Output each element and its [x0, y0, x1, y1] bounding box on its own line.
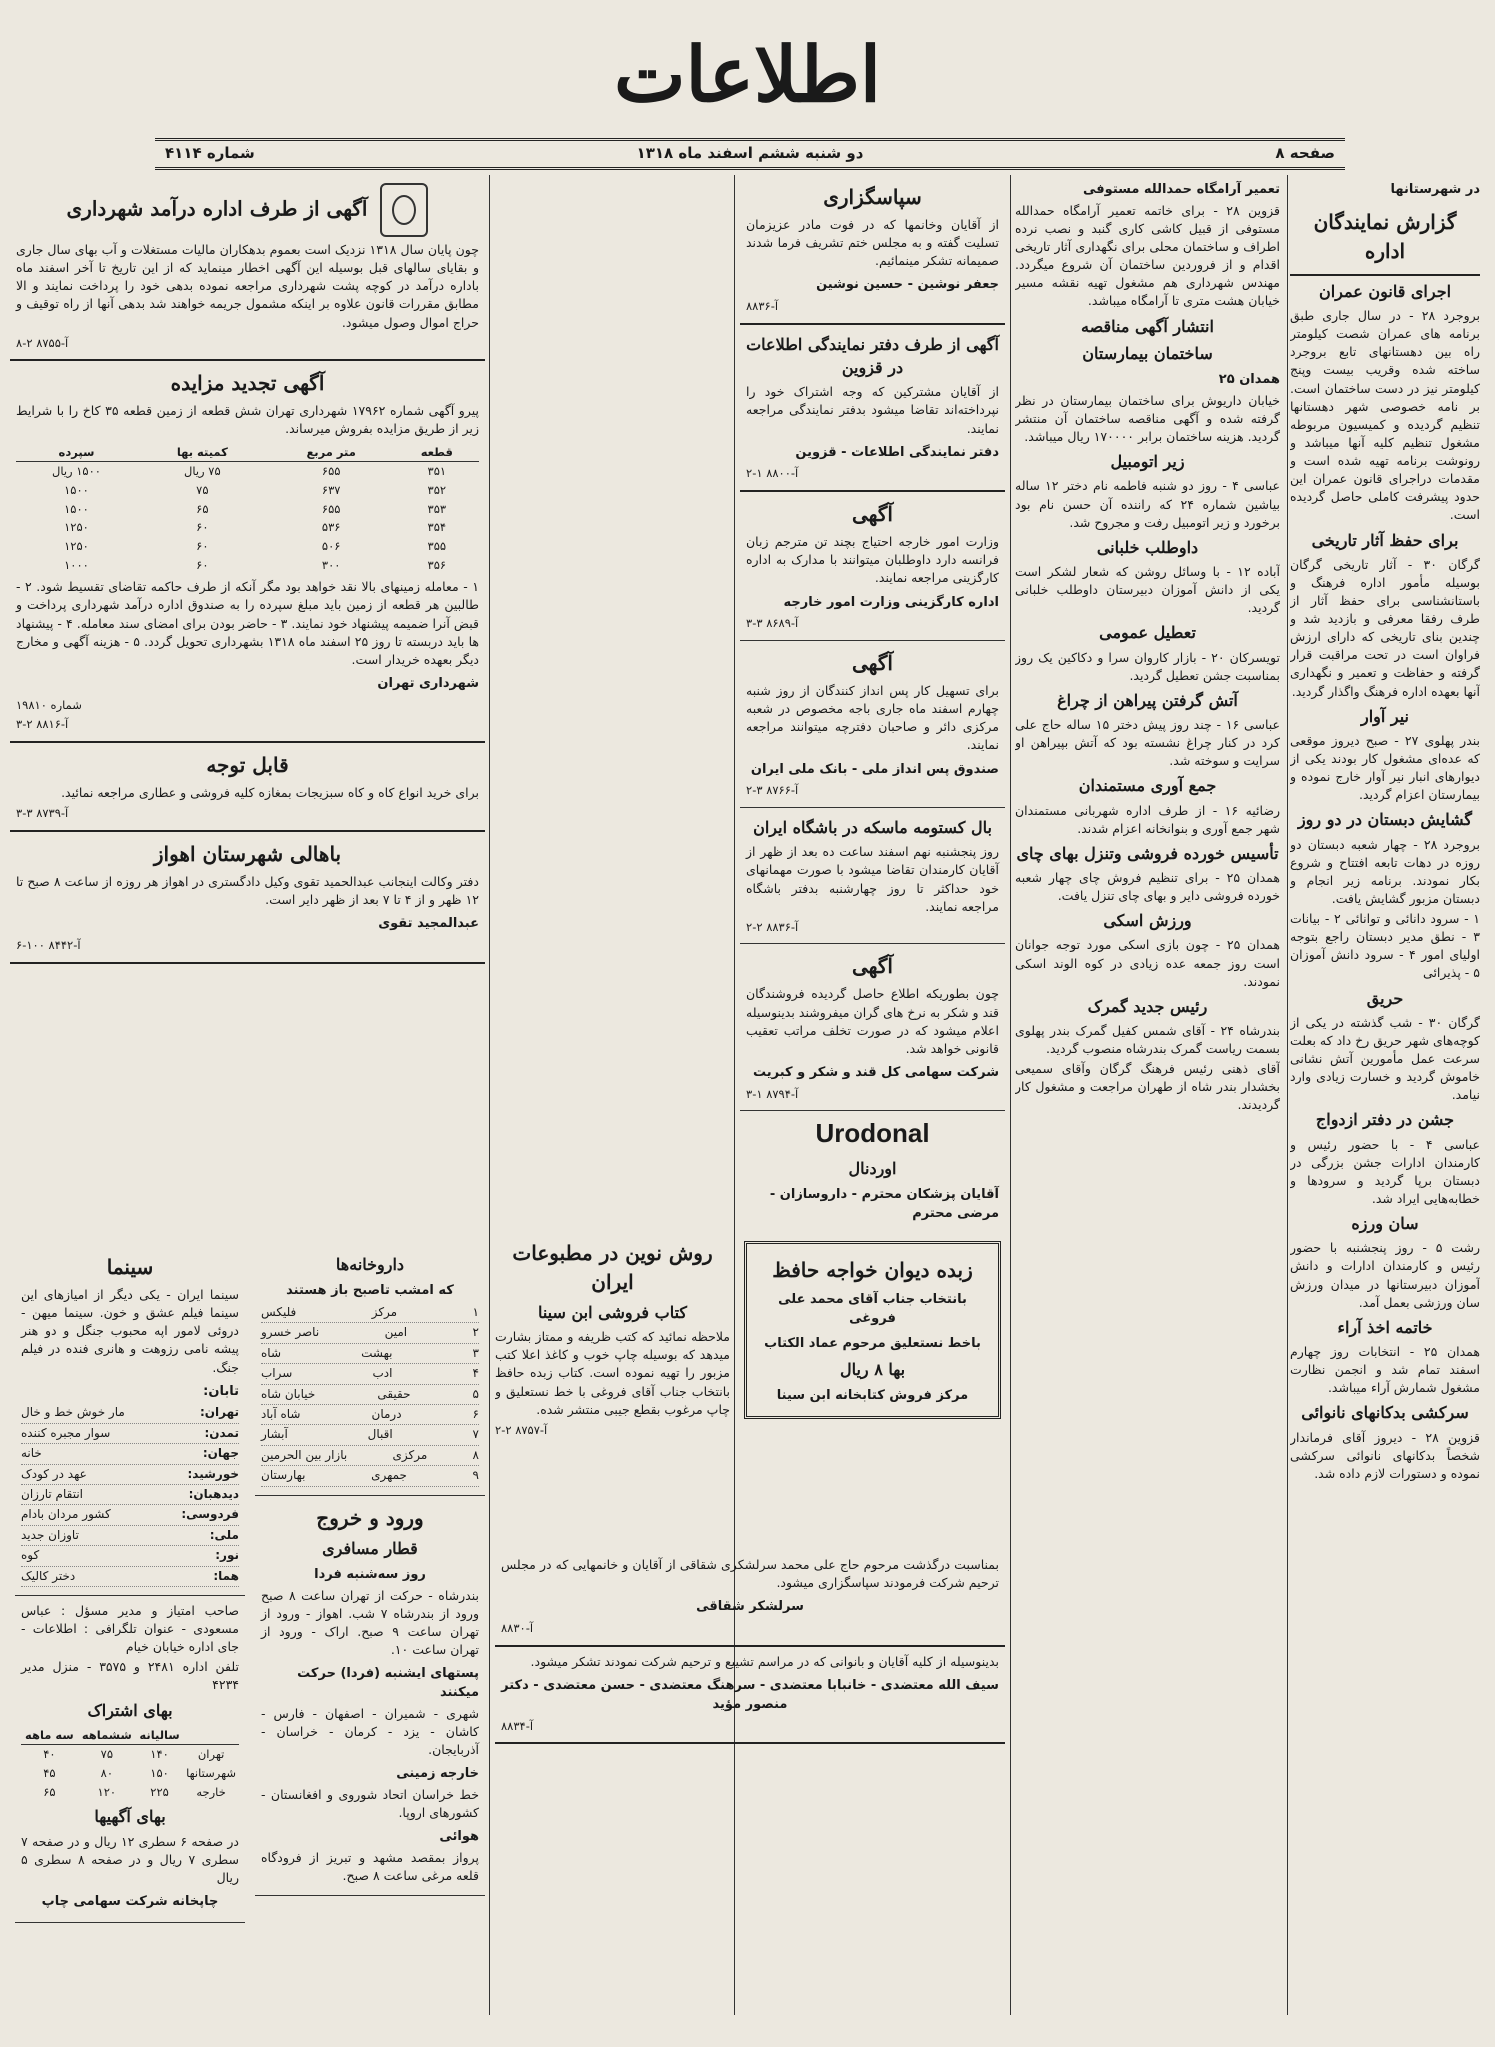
notices-bottom	[495, 1550, 1005, 2010]
list-index: ۵	[472, 1386, 479, 1401]
news-text: همدان ۲۵ - انتخابات روز چهارم اسفند تمام شد و انجمن نظارت مشغول شمارش آراء میباشد.	[1290, 1343, 1480, 1396]
list-location: فلیکس	[261, 1305, 297, 1320]
news-title: تعمیر آرامگاه حمدالله مستوفی	[1083, 182, 1280, 197]
table-row	[21, 1783, 239, 1802]
ad-number: شماره ۱۹۸۱۰	[16, 697, 82, 712]
subscription-table	[21, 1726, 239, 1802]
notice-sign: سرلشکر شقاقی	[696, 1599, 804, 1615]
list-item	[21, 1526, 239, 1546]
table-row	[21, 1764, 239, 1783]
table-cell: ۱۵۰	[150, 1766, 169, 1781]
masthead	[0, 20, 1495, 130]
table-row	[16, 556, 479, 575]
ad-ref: آ-۸۴۴۲ ۱۰۰-۶	[16, 937, 81, 952]
section-title: ورود و خروج	[316, 1505, 424, 1530]
column-rule	[1010, 175, 1011, 2015]
list-index: ۲	[472, 1325, 479, 1340]
news-title: گشایش دبستان در دو روز	[1297, 810, 1473, 830]
news-title: سان ورزه	[1351, 1214, 1419, 1234]
news-title: نیر آوار	[1360, 706, 1410, 726]
film-title: خانه	[21, 1446, 42, 1461]
theater-name: دیدهبان:	[188, 1487, 239, 1502]
table-cell: شهرستانها	[186, 1766, 237, 1781]
ad-sign: اداره کارگزینی وزارت امور خارجه	[783, 594, 999, 610]
news-text: آقای ذهنی رئیس فرهنگ گرگان وآقای سمیعی بخشدار بندر شاه از طهران مراجعت و مشغول کار گردیدند.	[1015, 1061, 1280, 1113]
news-text: قزوین ۲۸ - برای خاتمه تعمیر آرامگاه حمدالله مستوفی از قبیل کاشی کاری گنبد و نصب نرده اطراف و ساختمان محلی برای نگهداری آثار تاریخی اقدام و از فروردین ساختمان آن شروع میگردد. مهندس شهرداری هم مشغول تهیه نقشه مسیر خیابان هشت متری تا آرامگاه میباشد.	[1015, 202, 1280, 309]
list-location: سراب	[261, 1366, 293, 1381]
ad-text: چون پایان سال ۱۳۱۸ نزدیک است بعموم بدهکاران مالیات مستغلات و آب بهای سال جاری و بقایای سالهای قبل بوسیله این آگهی اخطار مینماید که از این تاریخ تا آخر اسفند ماه باداره درآمد در کوچه پشت شهرداری مراجعه نموده بدهی خود را پرداخت نمایند و الا مطابق مقررات قانون علاوه بر اینکه مشمول جریمه خواهند شد بدهی آنها از راه توقیف و حراج اموال وصول میشود.	[16, 242, 479, 330]
table-cell: ۱۰۰۰	[64, 557, 89, 572]
table-row	[16, 518, 479, 537]
list-index: ۴	[472, 1366, 479, 1381]
ad-text: ۱ - معامله زمینهای بالا نقد خواهد بود مگر آنکه از طرف حاکمه تقاضای تقسیط شود. ۲ - طالبین هر قطعه از زمین باید مبلغ سپرده را به صندوق اداره درآمد شهرداری پرداخت و قبض آنرا ضمیمه پیشنهاد خود نمایند. ۳ - حاضر بودن برای امضای سند معامله. ۴ - پیشنهاد ها باید دربسته تا روز ۲۵ اسفند ماه ۱۳۱۸ بشهرداری تحویل گردد. ۵ - هزینه آگهی و مخارج دیگر بعهده خریدار است.	[16, 579, 479, 667]
list-name: بهشت	[361, 1345, 393, 1360]
table-row	[21, 1745, 239, 1764]
list-item	[21, 1505, 239, 1525]
news-title: سرکشی بدکانهای نانوائی	[1301, 1403, 1469, 1423]
notice-head: انتشار آگهی مناقصه	[1081, 316, 1214, 336]
list-item	[261, 1466, 479, 1486]
table-header: ششماهه	[78, 1726, 136, 1745]
news-text: قزوین ۲۸ - دیروز آقای فرماندار شخصاً بدکانهای نانوائی سرکشی نموده و دستورات لازم داده شد.	[1290, 1429, 1480, 1481]
ad-title: آگهی	[852, 651, 893, 676]
film-title: انتقام تارزان	[21, 1487, 83, 1502]
section-text: بندرشاه - حرکت از تهران ساعت ۸ صبح ورود از بندرشاه ۷ شب. اهواز - ورود از تهران ساعت ۹ صبح. اراک - ورود از تهران ساعت ۱۰.	[261, 1587, 479, 1657]
table-cell: ۱۵۰۰ ریال	[51, 464, 101, 479]
ad-ref: آ-۸۷۵۵ ۲-۸	[16, 335, 69, 350]
table-cell: ۶۵	[43, 1784, 56, 1799]
book-seller: مرکز فروش کتابخانه ابن سینا	[776, 1387, 969, 1403]
list-item	[261, 1323, 479, 1343]
theater-name: ملی:	[209, 1527, 239, 1542]
list-index: ۷	[472, 1427, 479, 1442]
notice-text: بمناسبت درگذشت مرحوم حاج علی محمد سرلشکری شقاقی از آقایان و خانمهایی که در مجلس ترحیم شرکت فرمودند سپاسگزاری میشود.	[501, 1557, 999, 1591]
news-text: بندر پهلوی ۲۷ - صبح دیروز موقعی که عده‌ای مشغول کار بودند یکی از دیوارهای انبار نیر آوار خارج نموده و بیمارستان اعزام گردید.	[1290, 732, 1480, 803]
notice-sign: سیف الله معتضدی - خانبابا معتضدی - سرهنگ معتضدی - حسن معتضدی - دکتر منصور مؤید	[501, 1677, 999, 1712]
table-cell: ۶۵۵	[321, 464, 341, 479]
list-index: ۱	[472, 1305, 479, 1320]
ad-sign: صندوق پس انداز ملی - بانک ملی ایران	[750, 761, 999, 777]
ad-text: برای تسهیل کار پس انداز کنندگان از روز شنبه چهارم اسفند ماه جاری باجه مخصوص در شعبه مرکزی دائر و صاحبان دفترچه میتوانند مراجعه نمایند.	[746, 683, 999, 753]
section-text: سینما ایران - یکی دیگر از امیازهای این سینما فیلم عشق و خون. سینما میهن - دروئی لامور اپه محبوب جنگل و دو هنر پیشه نامی رزوهت و هانری فنده در فیلم جنگ.	[21, 1287, 239, 1375]
news-title: حریق	[1366, 988, 1404, 1008]
section-title: بهای اشتراک	[87, 1700, 173, 1720]
section-subtitle: پستهای ایشنبه (فردا) حرکت میکنند	[297, 1666, 479, 1700]
ad-ref: آ-۸۷۳۹ ۳-۳	[16, 806, 69, 821]
section-subtitle: که امشب تاصبح باز هستند	[286, 1283, 454, 1299]
book-calligraphy: باخط نستعلیق مرحوم عماد الکتاب	[764, 1335, 981, 1351]
book-title: زبده دیوان خواجه حافظ	[772, 1258, 973, 1282]
table-cell: ۳۵۲	[427, 482, 447, 497]
list-item	[21, 1546, 239, 1566]
column-ads	[740, 175, 1005, 1225]
table-row	[16, 500, 479, 519]
table-cell: ۸۰	[100, 1766, 113, 1781]
column-pharmacy-travel	[255, 1245, 485, 2015]
list-item	[261, 1364, 479, 1384]
ad-ref: آ-۸۶۸۹ ۳-۳	[746, 616, 799, 631]
column-provinces	[1290, 175, 1480, 2015]
book-editor: بانتخاب جناب آقای محمد علی فروغی	[778, 1292, 967, 1326]
list-location: شاه	[261, 1345, 281, 1360]
list-item	[261, 1344, 479, 1364]
issue-number: شماره ۴۱۱۴	[165, 144, 255, 162]
list-index: ۶	[472, 1406, 479, 1421]
list-location: ناصر خسرو	[261, 1325, 320, 1340]
table-cell: ۳۵۴	[427, 520, 447, 535]
thanks-text: از آقایان وخانمها که در فوت مادر عزیزمان تسلیت گفته و به مجلس ختم تشریف فرما شدند صمیمانه تشکر مینمائیم.	[746, 217, 999, 269]
table-cell: ۶۳۷	[321, 482, 341, 497]
table-cell: ۵۳۶	[321, 520, 341, 535]
ad-title: آگهی	[852, 502, 893, 527]
list-name: اقبال	[367, 1427, 393, 1442]
column-municipal	[10, 175, 485, 1240]
news-title: برای حفظ آثار تاریخی	[1311, 530, 1459, 550]
table-header: سالیانه	[136, 1726, 183, 1745]
news-text: عباسی ۴ - با حضور رئیس و کارمندان ادارات جشن بزرگی در دبستان برپا گردید و سرودها و خطابه‌هایی ایراد شد.	[1290, 1136, 1480, 1206]
store-name: کتاب فروشی ابن سینا	[537, 1303, 688, 1322]
newspaper-title: اطلاعات	[613, 30, 881, 119]
news-text: عباسی ۴ - روز دو شنبه فاطمه نام دختر ۱۲ ساله بیاشین شماره ۲۴ که راننده آن حسن نام بود برخورد و زیر اتومبیل رفت و مجروح شد.	[1015, 478, 1280, 530]
column-rule	[1287, 175, 1288, 2015]
imprint-text: صاحب امتیاز و مدیر مسؤل : عباس مسعودی - عنوان تلگرافی : اطلاعات - جای اداره خیابان خیام	[21, 1602, 239, 1655]
list-name: درمان	[371, 1406, 402, 1421]
news-title: داوطلب خلبانی	[1096, 537, 1199, 557]
news-text: آباده ۱۲ - با وسائل روشن که شعار لشکر است یکی از دانش آموزان دبیرستان داوطلب خلبانی گردید.	[1015, 563, 1280, 616]
list-name: مرکز	[371, 1305, 398, 1320]
news-title: تعطیل عمومی	[1099, 623, 1196, 643]
table-row	[16, 462, 479, 481]
theater-name: خورشید:	[187, 1466, 239, 1481]
section-date: روز سه‌شنبه فردا	[314, 1566, 426, 1582]
column-ads-2	[495, 175, 730, 1225]
emblem-icon	[380, 183, 428, 237]
news-text: همدان ۲۵ - چون بازی اسکی مورد توجه جوانان است روز جمعه عده زیادی در کوه الوند اسکی نمودند.	[1015, 937, 1280, 989]
section-subtitle: هوائی	[439, 1829, 479, 1845]
table-cell: ۲۲۵	[150, 1784, 169, 1799]
film-title: کوه	[21, 1548, 40, 1563]
ad-title: آگهی تجدید مزایده	[170, 371, 325, 396]
ad-title: اوردنال	[848, 1159, 897, 1179]
theater-name: جهان:	[202, 1446, 239, 1461]
column-cinema-imprint	[15, 1245, 245, 2015]
issue-date: دو شنبه ششم اسفند ماه ۱۳۱۸	[636, 144, 864, 162]
table-cell: ۷۵ ریال	[184, 464, 221, 479]
table-cell: ۱۲۰	[97, 1784, 117, 1799]
table-row	[21, 1726, 239, 1745]
ad-text: برای خرید انواع کاه و کاه سبزیجات بمغازه کلیه فروشی و عطاری مراجعه نمائید.	[61, 785, 479, 801]
notice-text: بدینوسیله از کلیه آقایان و بانوانی که در مراسم تشییع و ترحیم شرکت نمودند تشکر میشود.	[530, 1653, 999, 1669]
news-text: خیابان داریوش برای ساختمان بیمارستان در نظر گرفته شده و آگهی مناقصه ساختمان آن منتشر گردید. هزینه ساختمان برابر ۱۷۰۰۰۰ ریال میباشد.	[1015, 392, 1280, 445]
table-cell: ۳۵۳	[427, 501, 447, 516]
table-header: سه ماهه	[21, 1726, 78, 1745]
hafez-ad	[740, 1235, 1005, 1545]
imprint-phones: تلفن اداره ۲۴۸۱ و ۳۵۷۵ - منزل مدیر ۴۲۳۴	[21, 1659, 239, 1693]
table-cell: ۱۲۵۰	[64, 520, 89, 535]
list-location: بهارستان	[261, 1468, 306, 1483]
news-title: زیر اتومبیل	[1110, 452, 1185, 472]
film-title: کشور مردان بادام	[21, 1507, 111, 1522]
ad-title: قابل توجه	[206, 753, 289, 778]
news-title: همدان ۲۵	[1218, 371, 1280, 387]
list-item	[261, 1385, 479, 1405]
table-cell: ۳۵۵	[427, 538, 447, 553]
section-text: پرواز بمقصد مشهد و تبریز از فرودگاه قلعه مرغی ساعت ۸ صبح.	[261, 1850, 479, 1884]
section-title: سینما	[106, 1255, 154, 1279]
list-location: خیابان شاه	[261, 1386, 316, 1401]
column-news-2	[1015, 175, 1280, 2015]
column-headline: گزارش نمایندگان اداره	[1290, 204, 1480, 276]
thanks-title: سپاسگزاری	[823, 185, 922, 209]
list-name: حقیقی	[377, 1386, 411, 1401]
ad-subtitle: آقایان پزشکان محترم - داروسازان - مرضی محترم	[769, 1187, 999, 1222]
list-name: جمهری	[371, 1468, 407, 1483]
notice-title: ساختمان بیمارستان	[1082, 343, 1213, 363]
theater-name: فردوسی:	[181, 1507, 239, 1522]
ad-title	[16, 183, 479, 237]
news-text: گرگان ۳۰ - شب گذشته در یکی از کوچه‌های شهر حریق رخ داد که بعلت سرعت عمل مأمورین آتش نشانی خاموش گردید و خسارت زیادی وارد نیامد.	[1290, 1014, 1480, 1103]
table-cell: ۶۰	[196, 520, 209, 535]
ad-text: پیرو آگهی شماره ۱۷۹۶۲ شهرداری تهران شش قطعه از زمین قطعه ۳۵ کاخ را با شرایط زیر از طریق مزایده بفروش میرساند.	[16, 403, 479, 437]
table-cell: ۵۰۶	[321, 538, 341, 553]
section-subtitle: تابان:	[203, 1383, 239, 1399]
table-cell: ۶۵۵	[321, 501, 341, 516]
table-cell: ۴۰	[43, 1747, 56, 1762]
list-item	[261, 1303, 479, 1323]
news-text: گرگان ۳۰ - آثار تاریخی گرگان بوسیله مأمور اداره فرهنگ و باستانشناسی برای حفظ آثار از طرف رفقا معرفی و بازدید شد و چندین بنای تاریخی که دارای ارزش فراوان است در تحت مراقبت قرار گرفته و حفاظت و تعمیر و نگهداری آنها بعهده اداره فرهنگ واگذار گردید.	[1290, 556, 1480, 699]
table-cell: ۶۰	[196, 557, 209, 572]
list-item	[261, 1446, 479, 1466]
ad-title: بال کستومه ماسکه در باشگاه ایران	[753, 818, 992, 838]
ad-title: آگهی از طرف دفتر نمایندگی اطلاعات در قزوین	[746, 334, 999, 378]
list-item	[261, 1425, 479, 1445]
ad-text: روز پنجشنبه نهم اسفند ساعت ده بعد از ظهر از آقایان کارمندان تقاضا میشود با صورت مهمانهای خود حداکثر تا روز چهارشنبه بدفتر باشگاه مراجعه نمایند.	[746, 844, 999, 914]
table-header: کمیته بها	[137, 443, 268, 462]
ad-ref: آ-۸۸۰۰ ۱-۲	[746, 466, 799, 481]
news-text: رشت ۵ - روز پنجشنبه با حضور رئیس و کارمندان ادارات و دانش آموزان دبیرستانها در میدان ورزش سان ورزشی بعمل آمد.	[1290, 1240, 1480, 1310]
ad-ref: آ-۸۸۳۶ ۲-۲	[746, 919, 799, 934]
news-title: رئیس جدید گمرک	[1087, 996, 1208, 1016]
news-title: ورزش اسکی	[1103, 911, 1192, 931]
list-name: امین	[384, 1325, 408, 1340]
news-text: بروجرد ۲۸ - چهار شعبه دبستان دو روزه در دهات تابعه افتتاح و شروع بکار نمودند. برنامه زیر انجام و دبستان مزبور گشایش یافت.	[1290, 836, 1480, 906]
ad-title: باهالی شهرستان اهواز	[153, 841, 342, 866]
news-title: تأسیس خورده فروشی وتنزل بهای چای	[1016, 843, 1279, 863]
theater-name: هما:	[213, 1568, 239, 1583]
news-title: آتش گرفتن پیراهن از چراغ	[1057, 690, 1238, 710]
news-title: جشن در دفتر ازدواج	[1315, 1110, 1455, 1130]
ad-ref: آ-۸۷۹۴ ۱-۳	[746, 1086, 799, 1101]
news-text: بندرشاه ۲۴ - آقای شمس کفیل گمرک بندر پهلوی بسمت ریاست گمرک بندرشاه منصوب گردید.	[1015, 1022, 1280, 1057]
list-name: مرکزی	[392, 1447, 428, 1462]
list-item	[21, 1485, 239, 1505]
table-cell: ۷۵	[100, 1747, 113, 1762]
auction-table	[16, 443, 479, 575]
ad-title: روش نوین در مطبوعات ایران	[512, 1241, 713, 1294]
table-cell: ۶۰	[196, 538, 209, 553]
page-number: صفحه ۸	[1275, 144, 1335, 162]
ad-sign: دفتر نمایندگی اطلاعات - قزوین	[795, 444, 999, 460]
news-text: عباسی ۱۶ - چند روز پیش دختر ۱۵ ساله حاج علی کرد در کنار چراغ نشسته بود که آتش بپیراهن او سرایت و سوخته شد.	[1015, 716, 1280, 769]
ad-text: ملاحظه نمائید که کتب ظریفه و ممتاز بشارت میدهد که بوسیله چاپ خوب و کاغذ اعلا کتب مزبور را تهیه نموده است. کتاب زبده حافظ بانتخاب جناب آقای فروغی با خط نستعلیق و چاپ مرغوب بقطع جیبی منتشر شده.	[495, 1329, 730, 1417]
ad-title: آگهی	[852, 954, 893, 979]
table-header: متر مربع	[268, 443, 395, 462]
list-index: ۹	[472, 1468, 479, 1483]
table-row	[16, 481, 479, 500]
list-item	[261, 1405, 479, 1425]
film-title: مار خوش خط و خال	[21, 1405, 125, 1420]
list-name: ادب	[372, 1366, 393, 1381]
section-title: بهای آگهیها	[94, 1807, 166, 1827]
ad-ref: آ-۸۸۳۰	[501, 1621, 534, 1636]
list-item	[21, 1567, 239, 1587]
table-cell: ۱۲۵۰	[64, 538, 89, 553]
table-header: سپرده	[16, 443, 137, 462]
brand-latin: Urodonal	[815, 1118, 930, 1149]
list-index: ۸	[472, 1447, 479, 1462]
list-index: ۳	[472, 1345, 479, 1360]
news-text: تویسرکان ۲۰ - بازار کاروان سرا و دکاکین یک روز بمناسبت جشن تعطیل گردید.	[1015, 649, 1280, 683]
imprint-ads: در صفحه ۶ سطری ۱۲ ریال و در صفحه ۷ سطری ۷ ریال و در صفحه ۸ سطری ۵ ریال	[21, 1833, 240, 1885]
section-title: داروخانه‌ها	[335, 1255, 405, 1274]
news-title: خاتمه اخذ آراء	[1337, 1317, 1433, 1337]
table-header: قطعه	[395, 443, 479, 462]
ad-sign: شهرداری تهران	[377, 675, 479, 691]
table-cell: ۱۴۰	[150, 1747, 169, 1762]
list-location: آبشار	[261, 1427, 288, 1442]
table-cell: ۷۵	[196, 482, 209, 497]
table-cell: تهران	[197, 1747, 225, 1762]
ad-ref: آ-۸۷۵۷ ۲-۲	[495, 1422, 548, 1437]
news-text: بروجرد ۲۸ - در سال جاری طبق برنامه های عمران شصت کیلومتر راه بین دهستانهای تابع بروجرد ساخته شده وقریب بیست وپنج کیلومتر نیز در دست ساختمان است. بر نامه خصوصی شهر دهستانها تنظیم گردیده و کمیسیون مربوطه مشغول تنظیم کلیه آنها میباشد و رونوشت برنامه تهیه شده است و مقدمات دراجرای قانون عمران این حدود پیشرفت کاملی حاصل گردیده است.	[1290, 308, 1480, 523]
section-text: شهری - شمیران - اصفهان - فارس - کاشان - یزد - کرمان - خراسان - آذربایجان.	[261, 1705, 479, 1758]
list-item	[21, 1424, 239, 1444]
news-text: رضائیه ۱۶ - از طرف اداره شهربانی مستمندان شهر جمع آوری و بنوانخانه اعزام شدند.	[1015, 802, 1280, 836]
theater-name: نور:	[215, 1548, 239, 1563]
news-text: ۱ - سرود دانائی و توانائی ۲ - بیانات ۳ - نطق مدیر دبستان راجع بتوجه اولیای امور ۴ - سرود دانش آموزان ۵ - پذیرائی	[1290, 911, 1480, 981]
table-row	[16, 537, 479, 556]
list-item	[21, 1465, 239, 1485]
column-rule	[489, 175, 490, 2015]
table-cell: ۱۵۰۰	[64, 482, 89, 497]
theater-name: تمدن:	[204, 1425, 239, 1440]
list-item	[21, 1403, 239, 1423]
section-label: در شهرستانها	[1390, 182, 1480, 197]
film-title: عهد در کودک	[21, 1466, 87, 1481]
list-item	[21, 1444, 239, 1464]
table-cell: ۳۵۱	[427, 464, 447, 479]
ad-sign: شرکت سهامی کل قند و شکر و کبریت	[752, 1064, 999, 1080]
section-text: خط خراسان اتحاد شوروی و افغانستان - کشورهای اروپا.	[261, 1786, 479, 1821]
ad-text: وزارت امور خارجه احتیاج بچند تن مترجم زبان فرانسه دارد داوطلبان میتوانند با مدارک به اداره کارگزینی مراجعه نمایند.	[746, 534, 999, 586]
ad-text: دفتر وکالت اینجانب عبدالحمید تقوی وکیل دادگستری در اهواز هر روزه از ساعت ۸ صبح تا ۱۲ ظهر و از ۴ تا ۷ بعد از ظهر دایر است.	[16, 873, 479, 907]
section-subtitle: قطار مسافری	[322, 1538, 418, 1558]
ad-ref: آ-۸۷۶۶ ۳-۲	[746, 783, 799, 798]
printer-name: چاپخانه شرکت سهامی چاپ	[41, 1894, 219, 1910]
ad-text: چون بطوریکه اطلاع حاصل گردیده فروشندگان قند و شکر به نرخ های گران میفروشند بدینوسیله اعلام میشود که در صورت تخلف مراتب تعقیب قانونی خواهد شد.	[746, 986, 999, 1056]
table-header	[183, 1726, 239, 1745]
table-cell: ۳۵۶	[427, 557, 447, 572]
table-cell: ۴۵	[43, 1766, 56, 1781]
film-title: تاوزان جدید	[21, 1527, 79, 1542]
news-text: همدان ۲۵ - برای تنظیم فروش چای چهار شعبه خورده فروشی دایر و بهای چای تنزل یافت.	[1015, 869, 1280, 904]
thanks-sign: جعفر نوشین - حسین نوشین	[816, 277, 999, 293]
news-title: جمع آوری مستمندان	[1078, 776, 1217, 796]
film-title: دختر کالیک	[21, 1568, 76, 1583]
bookshop-ad	[495, 1235, 730, 1545]
film-title: سوار مجبره کننده	[21, 1425, 111, 1440]
table-cell: خارجه	[196, 1784, 226, 1799]
ad-title-text: آگهی از طرف اداره درآمد شهرداری	[66, 196, 368, 221]
ad-ref: آ-۸۸۱۶ ۲-۳	[16, 717, 69, 732]
news-title: اجرای قانون عمران	[1318, 281, 1452, 301]
ad-ref: آ-۸۸۳۶	[746, 299, 779, 314]
ad-text: از آقایان مشترکین که وجه اشتراک خود را نپرداخته‌اند تقاضا میشود بدفتر نمایندگی مراجعه نمایند.	[746, 384, 999, 436]
list-location: شاه آباد	[261, 1406, 301, 1421]
list-location: بازار بین الحرمین	[261, 1447, 348, 1462]
ad-ref: آ-۸۸۳۴	[501, 1718, 534, 1733]
table-cell: ۶۵	[196, 501, 209, 516]
dateline-bar	[155, 138, 1345, 170]
theater-name: تهران:	[199, 1405, 239, 1420]
ad-sign: عبدالمجید تقوی	[378, 916, 479, 932]
section-subtitle: خارجه زمینی	[396, 1766, 479, 1782]
book-price: بها ۸ ریال	[839, 1359, 906, 1379]
table-cell: ۱۵۰۰	[64, 501, 89, 516]
table-cell: ۳۰۰	[321, 557, 341, 572]
